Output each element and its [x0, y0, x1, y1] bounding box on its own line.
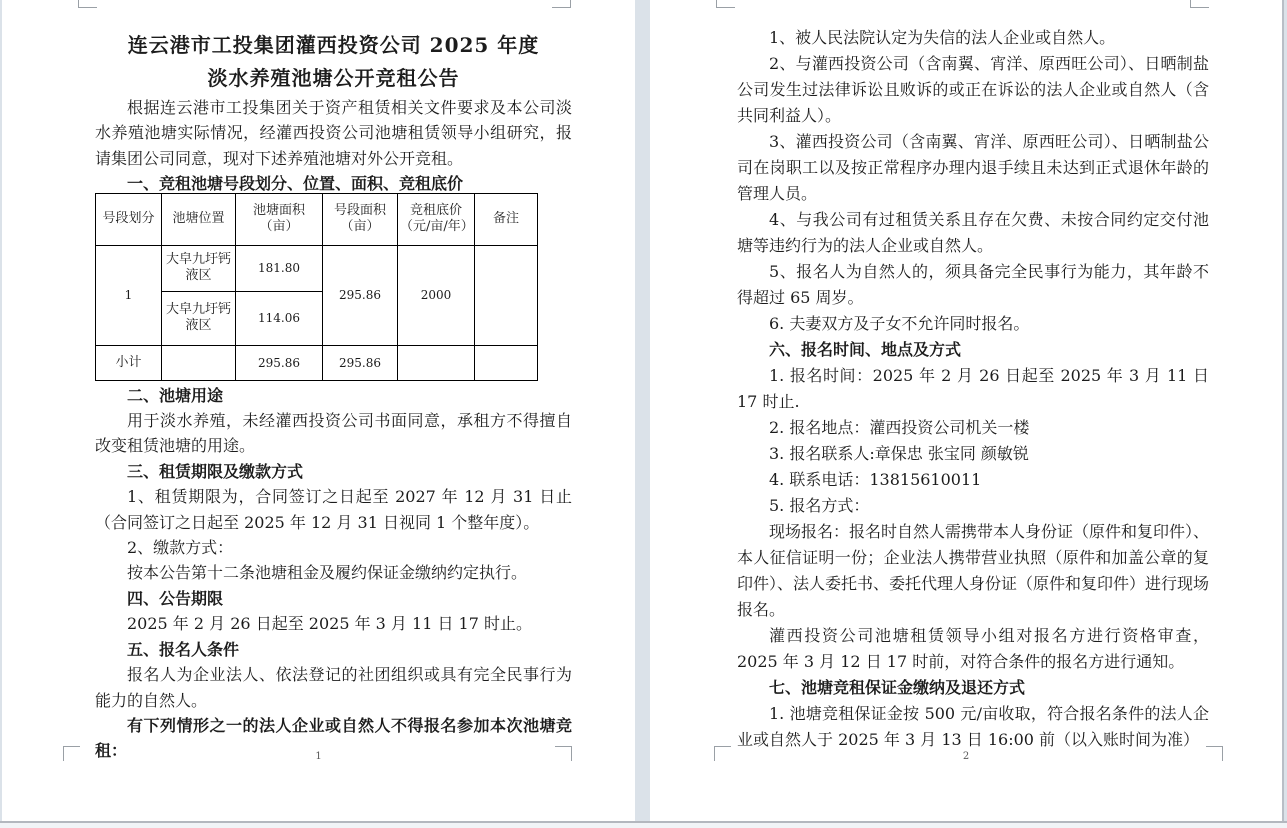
section-6-item-2[interactable]: 2. 报名地点：灌西投资公司机关一楼	[769, 418, 1030, 437]
cell-pond-area: 114.06	[236, 291, 323, 345]
header-note: 备注	[475, 193, 538, 245]
section-6-item-4[interactable]: 4. 联系电话：13815610011	[769, 470, 982, 489]
page-1[interactable]	[2, 0, 635, 821]
cell-pond-area: 295.86	[236, 345, 323, 380]
cell-location: 大皁九圩钙液区	[162, 245, 236, 291]
section-5-heading[interactable]: 五、报名人条件	[127, 639, 240, 659]
table-subtotal-row	[96, 345, 538, 380]
doc-title-line-1[interactable]: 连云港市工投集团灌西投资公司 2025 年度	[127, 33, 540, 57]
section-5-bold-note[interactable]: 有下列情形之一的法人企业或自然人不得报名参加本次池塘竞租：	[95, 715, 572, 761]
pond-table[interactable]	[95, 193, 538, 381]
section-2-heading[interactable]: 二、池塘用途	[127, 385, 224, 405]
header-location: 池塘位置	[162, 193, 236, 245]
qualification-review-paragraph[interactable]: 灌西投资公司池塘租赁领导小组对报名方进行资格审查，2025 年 3 月 12 日 17 时前，对符合条件的报名方进行通知。	[737, 626, 1209, 671]
cell-segment-area: 295.86	[323, 345, 398, 380]
disqualify-item-2[interactable]: 2、与灌西投资公司（含南翼、宵洋、原西旺公司）、日晒制盐公司发生过法律诉讼且败诉的或正在诉讼的法人企业或自然人（含共同利益人）。	[737, 54, 1209, 125]
section-2-paragraph[interactable]: 用于淡水养殖，未经灌西投资公司书面同意，承租方不得擅自改变租赁池塘的用途。	[95, 411, 572, 456]
section-3-heading[interactable]: 三、租赁期限及缴款方式	[127, 461, 304, 481]
cell-location	[162, 345, 236, 380]
cell-pond-area: 181.80	[236, 245, 323, 291]
cell-segment: 1	[96, 245, 162, 345]
cell-location: 大皁九圩钙液区	[162, 291, 236, 345]
cell-base-price: 2000	[398, 245, 475, 345]
section-6-item-1[interactable]: 1. 报名时间：2025 年 2 月 26 日起至 2025 年 3 月 11 日 17 时止.	[737, 366, 1209, 411]
section-4-heading[interactable]: 四、公告期限	[127, 588, 224, 608]
section-6-item-3[interactable]: 3. 报名联系人:章保忠 张宝同 颜敏锐	[769, 444, 1029, 463]
table-header-row	[96, 193, 538, 245]
disqualify-item-6[interactable]: 6. 夫妻双方及子女不允许同时报名。	[769, 314, 1030, 333]
page-number-2: 2	[962, 751, 970, 762]
margin-corner-mark	[1190, 0, 1209, 8]
header-segment: 号段划分	[96, 193, 162, 245]
cell-segment-area: 295.86	[323, 245, 398, 345]
header-segment-area: 号段面积（亩）	[323, 193, 398, 245]
intro-paragraph[interactable]: 根据连云港市工投集团关于资产租赁相关文件要求及本公司淡水养殖池塘实际情况，经灌西投资公司池塘租赁领导小组研究，报请集团公司同意，现对下述养殖池塘对外公开竞租。	[95, 98, 572, 168]
margin-corner-mark	[78, 0, 97, 8]
page-2[interactable]	[650, 0, 1284, 821]
section-6-heading[interactable]: 六、报名时间、地点及方式	[769, 340, 962, 359]
section-3-paragraph-1[interactable]: 1、租赁期限为，合同签订之日起至 2027 年 12 月 31 日止（合同签订之日起至 2025 年 12 月 31 日视同 1 个整年度）。	[95, 487, 572, 532]
table-row	[96, 245, 538, 291]
doc-title-line-2[interactable]: 淡水养殖池塘公开竞租公告	[207, 66, 460, 90]
onsite-registration-paragraph[interactable]: 现场报名：报名时自然人需携带本人身份证（原件和复印件）、本人征信证明一份；企业法人携带营业执照（原件和加盖公章的复印件）、法人委托书、委托代理人身份证（原件和复印件）进行现场报名。	[737, 522, 1210, 619]
disqualify-item-5[interactable]: 5、报名人为自然人的，须具备完全民事行为能力，其年龄不得超过 65 周岁。	[737, 262, 1209, 307]
disqualify-item-3[interactable]: 3、灌西投资公司（含南翼、宵洋、原西旺公司）、日晒制盐公司在岗职工以及按正常程序办理内退手续且未达到正式退休年龄的管理人员。	[737, 132, 1209, 203]
section-6-item-5[interactable]: 5. 报名方式：	[769, 496, 870, 515]
section-3-paragraph-3[interactable]: 按本公告第十二条池塘租金及履约保证金缴纳约定执行。	[127, 563, 528, 583]
section-4-paragraph[interactable]: 2025 年 2 月 26 日起至 2025 年 3 月 11 日 17 时止。	[127, 614, 532, 634]
section-7-paragraph-1[interactable]: 1. 池塘竞租保证金按 500 元/亩收取，符合报名条件的法人企业或自然人于 2025 年 3 月 13 日 16:00 前（以入账时间为准）	[737, 704, 1209, 749]
section-5-paragraph[interactable]: 报名人为企业法人、依法登记的社团组织或具有完全民事行为能力的自然人。	[95, 665, 572, 710]
cell-note	[475, 345, 538, 380]
margin-corner-mark	[552, 0, 571, 8]
cell-note	[475, 245, 538, 345]
section-1-heading[interactable]: 一、竞租池塘号段划分、位置、面积、竞租底价	[127, 174, 464, 194]
section-3-paragraph-2[interactable]: 2、缴款方式：	[127, 538, 234, 558]
cell-subtotal-label: 小计	[96, 345, 162, 380]
disqualify-item-4[interactable]: 4、与我公司有过租赁关系且存在欠费、未按合同约定交付池塘等违约行为的法人企业或自然人。	[737, 210, 1209, 255]
workspace-background	[0, 823, 1287, 828]
header-pond-area: 池塘面积（亩）	[236, 193, 323, 245]
disqualify-item-1[interactable]: 1、被人民法院认定为失信的法人企业或自然人。	[769, 28, 1116, 47]
cell-base-price	[398, 345, 475, 380]
page-number-1: 1	[315, 751, 322, 762]
margin-corner-mark	[716, 0, 735, 8]
header-base-price: 竞租底价（元/亩/年）	[398, 193, 475, 245]
section-7-heading[interactable]: 七、池塘竞租保证金缴纳及退还方式	[769, 678, 1026, 697]
